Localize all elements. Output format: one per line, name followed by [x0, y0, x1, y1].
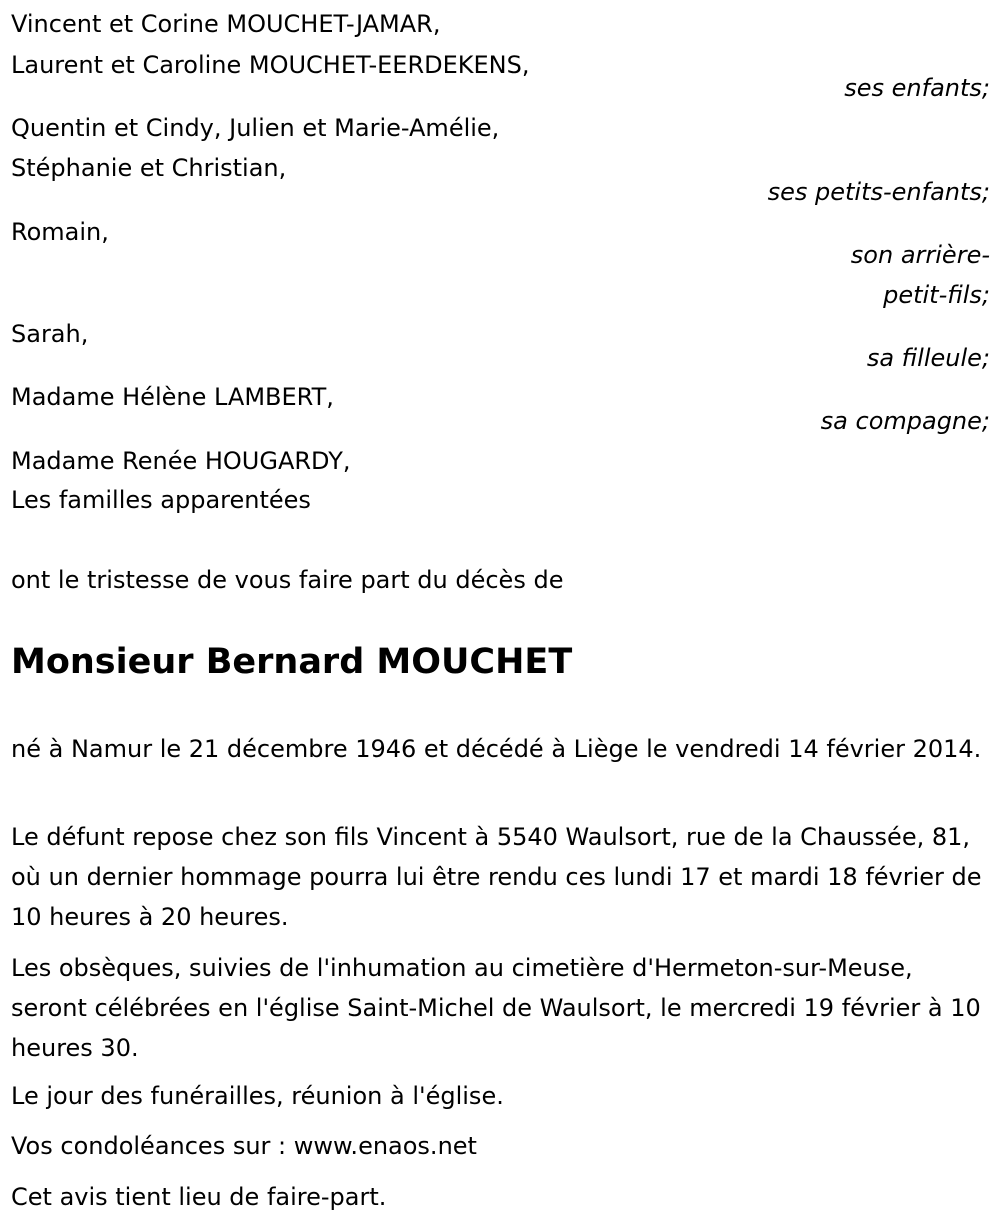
announcement-text: ont le tristesse de vous faire part du décès de — [11, 566, 564, 594]
other-relative-2: Les familles apparentées — [11, 486, 311, 514]
children-name-1: Vincent et Corine MOUCHET-JAMAR, — [11, 10, 441, 38]
grandchildren-relation: ses petits-enfants; — [767, 178, 990, 206]
birth-death-paragraph: né à Namur le 21 décembre 1946 et décédé à Liège le vendredi 14 février 2014. — [11, 735, 982, 763]
partner-name: Madame Hélène LAMBERT, — [11, 383, 334, 411]
reunion-paragraph: Le jour des funérailles, réunion à l'église. — [11, 1082, 504, 1110]
condolences-paragraph: Vos condoléances sur : www.enaos.net — [11, 1132, 477, 1160]
great-grandson-relation-line-1: son arrière- — [850, 241, 990, 269]
grandchildren-name-1: Quentin et Cindy, Julien et Marie-Amélie, — [11, 114, 500, 142]
great-grandson-relation-line-2: petit-fils; — [883, 281, 990, 309]
goddaughter-name: Sarah, — [11, 320, 89, 348]
great-grandson-name: Romain, — [11, 218, 109, 246]
deceased-name: Monsieur Bernard MOUCHET — [11, 642, 573, 682]
visitation-paragraph: Le défunt repose chez son fils Vincent à 5540 Waulsort, rue de la Chaussée, 81, où un dernier hommage pourra lui être rendu ces lundi 17 et mardi 18 février de 10 heures à 20 heures. — [11, 823, 982, 931]
notice-paragraph: Cet avis tient lieu de faire-part. — [11, 1183, 387, 1211]
other-relative-1: Madame Renée HOUGARDY, — [11, 447, 351, 475]
children-relation: ses enfants; — [844, 74, 990, 102]
funeral-paragraph: Les obsèques, suivies de l'inhumation au cimetière d'Hermeton-sur-Meuse, seront célébrées en l'église Saint-Michel de Waulsort, le mercredi 19 février à 10 heures 30. — [11, 954, 981, 1062]
grandchildren-name-2: Stéphanie et Christian, — [11, 154, 287, 182]
partner-relation: sa compagne; — [820, 407, 990, 435]
goddaughter-relation: sa filleule; — [866, 344, 990, 372]
children-name-2: Laurent et Caroline MOUCHET-EERDEKENS, — [11, 51, 530, 79]
